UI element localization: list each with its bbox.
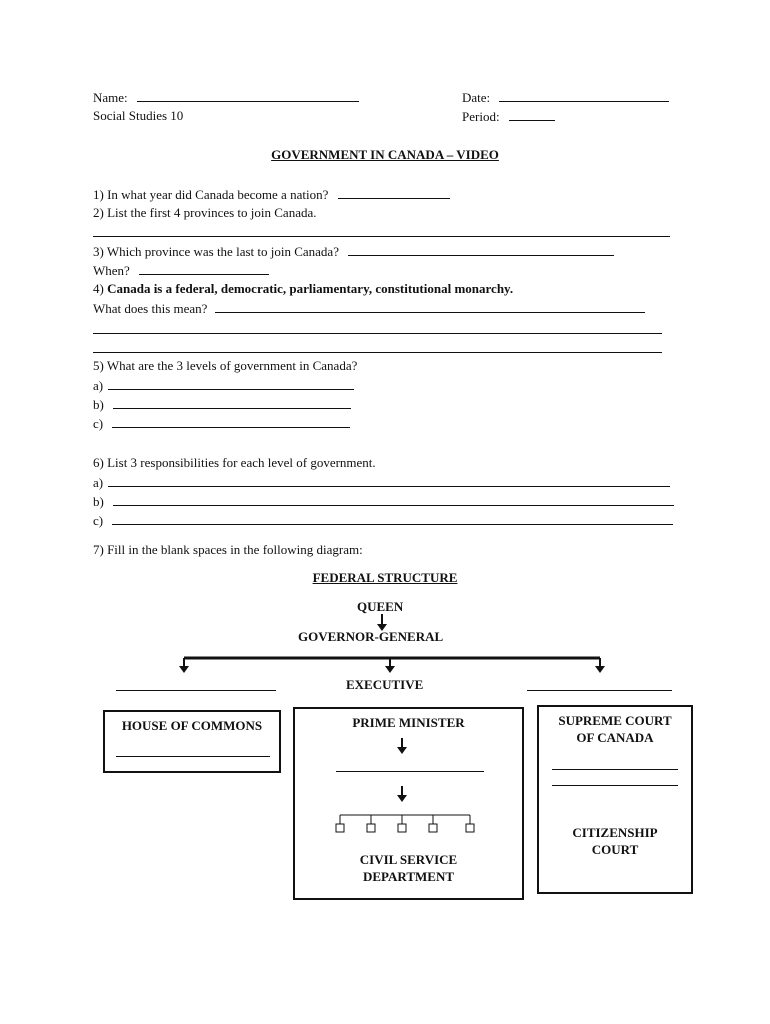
civil-service-label-1: CIVIL SERVICE — [359, 852, 458, 867]
question-3-when-label: When? — [93, 263, 130, 278]
supreme-court-label-2: OF CANADA — [576, 730, 654, 745]
question-4-statement: Canada is a federal, democratic, parliamentary, constitutional monarchy. — [107, 281, 514, 296]
answer-5a-label: a) — [93, 378, 104, 393]
answer-6c-label: c) — [93, 513, 104, 528]
answer-5c-label: c) — [93, 416, 104, 431]
judicial-blank-1[interactable] — [552, 769, 678, 770]
question-4-prompt: What does this mean? — [93, 301, 208, 316]
executive-blank[interactable] — [336, 771, 484, 772]
question-5-text: 5) What are the 3 levels of government in Canada? — [93, 358, 358, 373]
diagram-blank-left[interactable] — [116, 690, 276, 691]
question-7-text: 7) Fill in the blank spaces in the following diagram: — [93, 542, 363, 557]
prime-minister-label: PRIME MINISTER — [352, 715, 465, 730]
supreme-court-label-1: SUPREME COURT — [558, 713, 672, 728]
governor-general-label: GOVERNOR-GENERAL — [298, 629, 444, 644]
diagram-title: FEDERAL STRUCTURE — [312, 570, 458, 585]
citizenship-court-label-2: COURT — [591, 842, 639, 857]
judicial-box — [537, 705, 693, 894]
queen-label: QUEEN — [357, 599, 404, 614]
course-label: Social Studies 10 — [93, 108, 184, 123]
question-6-text: 6) List 3 responsibilities for each level of government. — [93, 455, 376, 470]
period-label: Period: — [462, 109, 500, 124]
question-1-text: 1) In what year did Canada become a nation? — [93, 187, 329, 202]
house-of-commons-blank[interactable] — [116, 756, 270, 757]
executive-label: EXECUTIVE — [346, 677, 424, 692]
question-2-text: 2) List the first 4 provinces to join Canada. — [93, 205, 317, 220]
question-4-number: 4) — [93, 281, 104, 296]
executive-box — [293, 707, 524, 900]
name-label: Name: — [93, 90, 128, 105]
house-of-commons-box — [103, 710, 281, 773]
question-3-text: 3) Which province was the last to join Canada? — [93, 244, 339, 259]
citizenship-court-label-1: CITIZENSHIP — [572, 825, 658, 840]
page-title: GOVERNMENT IN CANADA – VIDEO — [271, 147, 499, 162]
civil-service-label-2: DEPARTMENT — [362, 869, 455, 884]
judicial-blank-2[interactable] — [552, 785, 678, 786]
answer-6a-label: a) — [93, 475, 104, 490]
diagram-blank-right[interactable] — [527, 690, 672, 691]
answer-6b-label: b) — [93, 494, 104, 509]
house-of-commons-label: HOUSE OF COMMONS — [121, 718, 263, 733]
answer-5b-label: b) — [93, 397, 104, 412]
date-label: Date: — [462, 90, 491, 105]
